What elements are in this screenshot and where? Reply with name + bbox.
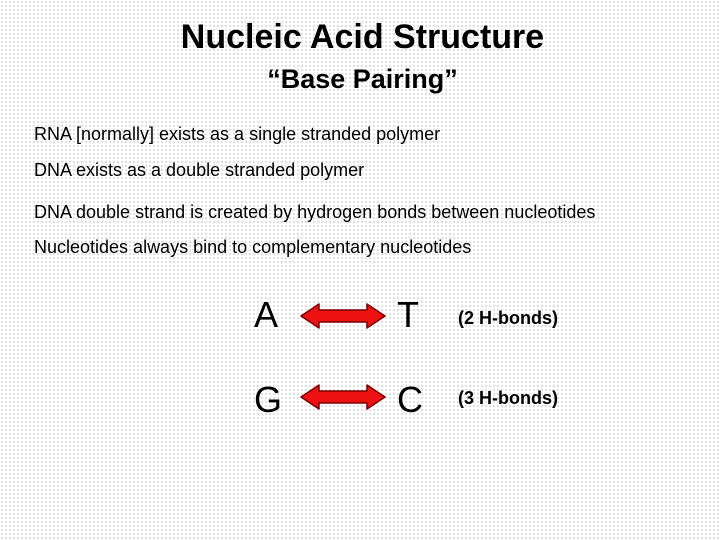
base-g: G	[254, 379, 283, 420]
double-headed-arrow-icon	[300, 384, 386, 410]
base-a: A	[254, 294, 279, 335]
slide-title: Nucleic Acid Structure	[180, 18, 545, 56]
double-headed-arrow-icon	[300, 303, 386, 329]
hbond-note-gc: (3 H-bonds)	[458, 388, 558, 408]
base-t: T	[397, 294, 419, 335]
base-c: C	[397, 379, 423, 420]
text-line-double-strand: DNA double strand is created by hydrogen bonds between nucleotides	[34, 202, 596, 222]
text-line-rna: RNA [normally] exists as a single stranded polymer	[34, 124, 441, 144]
text-line-dna: DNA exists as a double stranded polymer	[34, 160, 365, 180]
slide-subtitle: “Base Pairing”	[267, 64, 458, 94]
hbond-note-at: (2 H-bonds)	[458, 308, 558, 328]
text-line-complementary: Nucleotides always bind to complementary nucleotides	[34, 237, 472, 257]
